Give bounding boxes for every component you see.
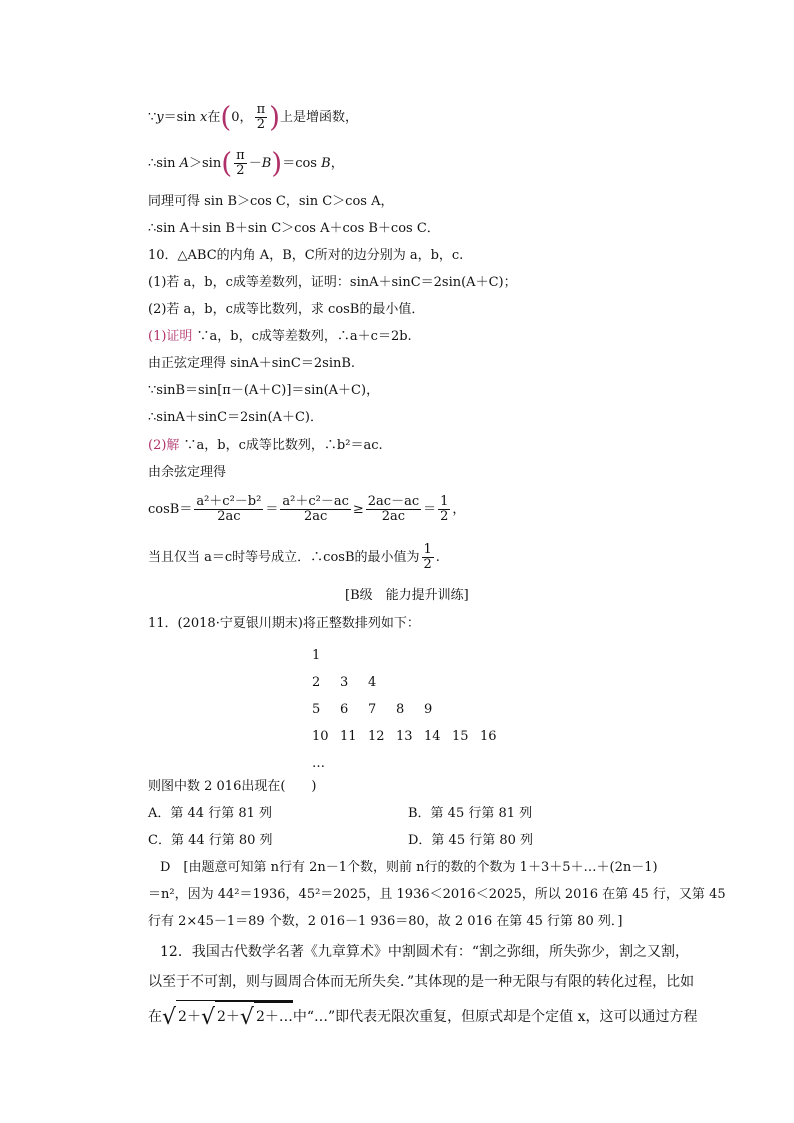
text: 中“…”即代表无限次重复，但原式却是个定值 x，这可以通过方程: [292, 1009, 698, 1025]
grid-row: [312, 669, 508, 696]
section-heading: [B级 能力提升训练]: [345, 588, 469, 603]
nested-radical: [215, 1001, 293, 1032]
line-4: ∴sin A＋sin B＋sin C＞cos A＋cos B＋cos C．: [148, 221, 440, 236]
grid-cell: 10: [312, 729, 329, 744]
problem-10-part-1: (1)若 a，b，c成等差数列，证明：sinA＋sinC＝2sin(A＋C)；: [148, 275, 517, 290]
option-a: A．第 44 行第 81 列: [148, 806, 273, 821]
grid-cell: 11: [340, 729, 357, 744]
text: 2＋: [216, 1009, 240, 1025]
answer-line-2: ＝n²，因为 44²＝1936，45²＝2025，且 1936＜2016＜2025，所以 2016 在第 45 行，又第 45: [148, 887, 726, 902]
proof-line-3: ∵sinB＝sin[π－(A＋C)]＝sin(A＋C)，: [148, 383, 380, 398]
fraction: [366, 495, 421, 524]
grid-cell: 5: [312, 702, 321, 717]
cos-b-formula: [148, 490, 465, 530]
grid-cell: 2: [312, 675, 321, 690]
option-d: D．第 45 行第 80 列: [408, 833, 534, 848]
problem-10-part-2: (2)若 a，b，c成等比数列，求 cosB的最小值．: [148, 302, 425, 317]
proof-label: (1)证明: [148, 329, 193, 344]
text: ，: [330, 156, 344, 171]
denominator: 2ac: [303, 509, 328, 524]
problem-11: 11．(2018·宁夏银川期末)将正整数排列如下：: [148, 616, 420, 631]
text: ∵a，b，c成等差数列，∴a＋c＝2b.: [192, 329, 412, 344]
problem-10: 10．△ABC的内角 A，B，C所对的边分别为 a，b，c.: [148, 248, 464, 263]
denominator: 2: [423, 557, 432, 572]
numerator: π: [236, 148, 245, 163]
numerator: π: [256, 102, 266, 117]
text: ≥: [352, 502, 364, 517]
proof-line-4: ∴sinA＋sinC＝2sin(A＋C)．: [148, 410, 323, 425]
radical-sign: √: [200, 1005, 215, 1030]
proof-line-2: 由正弦定理得 sinA＋sinC＝2sinB.: [148, 356, 356, 371]
grid-cell: 6: [340, 702, 349, 717]
left-paren: (: [220, 100, 232, 134]
nested-radical: 2＋…: [254, 1002, 293, 1031]
fraction: [194, 495, 263, 524]
text: ＝cos: [282, 156, 322, 171]
text: B: [261, 156, 272, 171]
right-paren: ): [269, 100, 281, 134]
numerator: a²＋c²－ac: [282, 494, 349, 509]
answer-line-3: 行有 2×45－1＝89 个数，2 016－1 936＝80，故 2 016 在第 45 行第 80 列．]: [148, 914, 623, 929]
grid-cell: 4: [368, 675, 377, 690]
problem-11-question: 则图中数 2 016出现在( ): [148, 779, 317, 794]
fraction: [422, 543, 434, 572]
numerator: a²＋c²－b²: [196, 494, 262, 509]
text: ，: [452, 502, 466, 517]
grid-cell: …: [312, 756, 325, 771]
grid-cell: 8: [396, 702, 405, 717]
denominator: 2: [440, 509, 449, 524]
grid-cell: 7: [368, 702, 377, 717]
problem-12-line-1: 12．我国古代数学名著《九章算术》中割圆术有：“割之弥细，所失弥少，割之又割，: [160, 944, 689, 960]
text: A: [179, 156, 189, 171]
answer-line-1: D [由题意可知第 n行有 2n－1个数，则前 n行的数的个数为 1＋3＋5＋…＋(2n－1): [160, 860, 658, 875]
right-paren: ): [271, 146, 283, 180]
minimum-value-line: [148, 540, 440, 576]
text: 在: [148, 1009, 162, 1025]
nested-radical: [176, 1000, 293, 1032]
problem-12-line-2: 以至于不可割，则与圆周合体而无所失矣．”其体现的是一种无限与有限的转化过程，比如: [148, 974, 695, 990]
text: x: [199, 110, 208, 125]
solution-label: (2)解: [148, 438, 180, 453]
grid-row: [312, 723, 508, 750]
line-1: [148, 100, 358, 136]
denominator: 2ac: [217, 509, 241, 524]
text: －: [248, 156, 262, 171]
numerator: 1: [440, 494, 449, 509]
denominator: 2ac: [381, 509, 406, 524]
denominator: 2: [256, 117, 265, 132]
numerator: 1: [423, 542, 432, 557]
grid-cell: 15: [452, 729, 469, 744]
text: 2＋: [178, 1009, 201, 1025]
grid-cell: 12: [368, 729, 385, 744]
left-paren: (: [221, 146, 233, 180]
text: 上是增函数，: [280, 110, 359, 125]
grid-cell: 9: [424, 702, 433, 717]
grid-cell: 3: [340, 675, 349, 690]
solution-line-1: [148, 437, 383, 455]
fraction: [438, 495, 450, 524]
grid-row: [312, 642, 508, 669]
numerator: 2ac－ac: [367, 494, 420, 509]
number-triangle: [312, 642, 508, 777]
grid-cell: 14: [424, 729, 441, 744]
denominator: 2: [236, 163, 245, 178]
text: B: [321, 156, 331, 171]
grid-row: [312, 696, 508, 723]
line-2: [148, 146, 344, 182]
text: ＞sin: [189, 156, 222, 171]
proof-line-1: [148, 328, 412, 346]
text: .: [435, 550, 440, 565]
text: ＝: [265, 502, 279, 517]
text: ∵: [148, 110, 157, 125]
radical-sign: √: [239, 1005, 254, 1030]
fraction: [255, 103, 268, 132]
text: ∵a，b，c成等比数列，∴b²＝ac.: [179, 438, 383, 453]
grid-cell: 13: [396, 729, 413, 744]
text: 在: [207, 110, 221, 125]
text: cosB＝: [148, 502, 193, 517]
text: y: [156, 110, 164, 125]
text: ＝sin: [163, 110, 200, 125]
grid-cell: 1: [312, 648, 321, 663]
text: 0，: [231, 110, 253, 125]
text: ＝: [423, 502, 437, 517]
solution-line-2: 由余弦定理得: [148, 465, 227, 480]
problem-12-line-3: [148, 1000, 698, 1028]
line-3: 同理可得 sin B＞cos C，sin C＞cos A，: [148, 194, 394, 209]
fraction: [234, 149, 247, 178]
fraction: [280, 495, 351, 524]
grid-cell: 16: [480, 729, 497, 744]
text: ∴sin: [148, 156, 180, 171]
option-c: C．第 44 行第 80 列: [148, 833, 273, 848]
option-b: B．第 45 行第 81 列: [408, 806, 533, 821]
grid-row: [312, 750, 508, 777]
text: 当且仅当 a＝c时等号成立．∴cosB的最小值为: [148, 550, 420, 565]
radical-sign: √: [162, 1005, 177, 1030]
